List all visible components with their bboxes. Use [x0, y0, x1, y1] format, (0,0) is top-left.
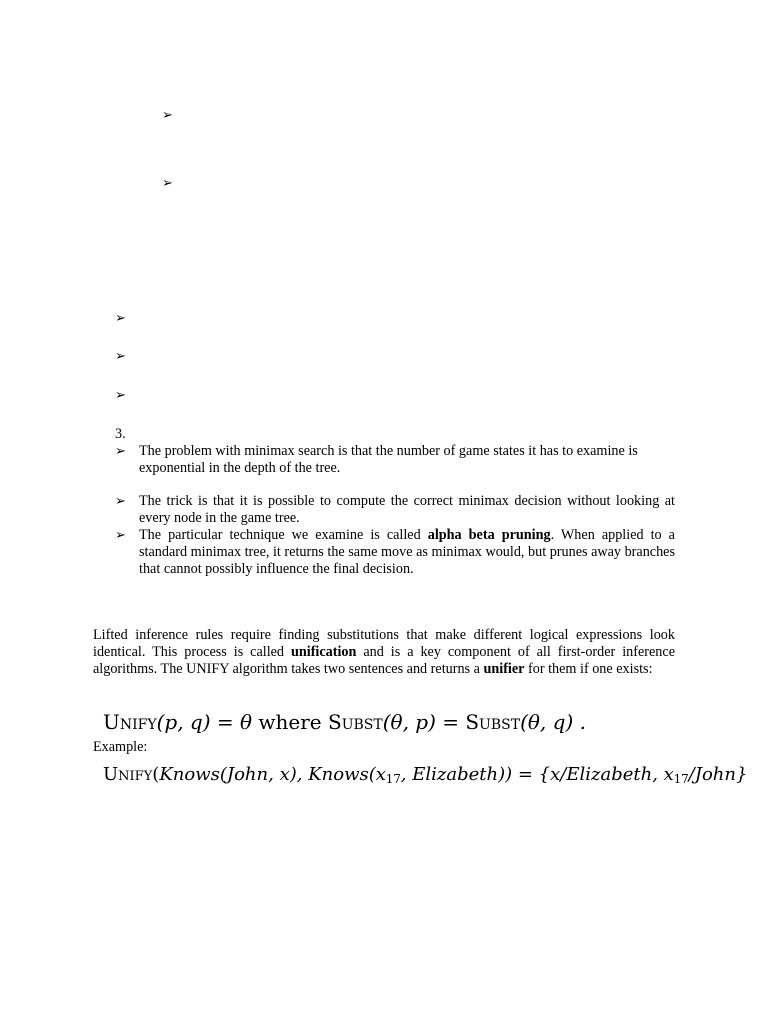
list-item — [115, 527, 675, 578]
body-paragraph — [93, 627, 675, 678]
subscript: 17 — [673, 771, 689, 786]
formula-text: ( — [152, 764, 160, 785]
subscript: 17 — [385, 771, 401, 786]
bullet-arrow-icon: ➢ — [162, 176, 173, 191]
function-name: Unify — [103, 710, 157, 734]
function-name: Knows — [308, 764, 369, 785]
list-item-text: The problem with minimax search is that the number of game states it has to examine is exponential in the depth of the tree. — [139, 443, 638, 476]
function-name: Subst — [465, 710, 521, 734]
bullet-arrow-icon: ➢ — [115, 494, 126, 509]
bullet-arrow-icon: ➢ — [115, 349, 126, 364]
list-item-text — [139, 527, 675, 578]
list-item — [115, 443, 675, 477]
list-item-text-plain: . When applied to a standard minimax tree, it returns the same move as minimax would, but prunes away branches that cannot possibly influence the final decision. — [139, 527, 675, 577]
bullet-arrow-icon: ➢ — [115, 388, 126, 403]
bullet-arrow-icon: ➢ — [115, 311, 126, 326]
paragraph-text: for them if one exists: — [524, 661, 653, 677]
unify-definition-formula — [103, 709, 586, 735]
list-item-text: The trick is that it is possible to compute the correct minimax decision without looking at every node in the game tree. — [139, 493, 675, 526]
bullet-arrow-icon: ➢ — [115, 528, 126, 543]
paragraph-text: Lifted inference rules require finding substitutions that make different logical expressions look identical. This process is called — [93, 627, 675, 660]
bold-term: alpha beta pruning — [427, 527, 551, 543]
formula-text: (θ, p) = — [382, 710, 466, 734]
formula-text: (p, q) = θ — [156, 710, 253, 734]
function-name: Subst — [328, 710, 383, 734]
formula-text: (x — [368, 764, 386, 785]
formula-text: (John, x), — [219, 764, 309, 785]
paragraph-text: and is a key component of all first-order inference algorithms. The UNIFY algorithm takes two sentences and returns a — [93, 644, 675, 677]
section-number: 3. — [115, 426, 126, 442]
formula-text: where — [252, 710, 328, 734]
bullet-arrow-icon: ➢ — [162, 108, 173, 123]
list-item-text-plain: The particular technique we examine is called — [139, 527, 428, 543]
function-name: Unify — [103, 764, 153, 785]
formula-text: (θ, q) . — [520, 710, 586, 734]
bullet-arrow-icon: ➢ — [115, 444, 126, 459]
unify-example-formula — [103, 763, 747, 787]
formula-text: , Elizabeth)) = {x/Elizabeth, x — [400, 764, 674, 785]
function-name: Knows — [159, 764, 220, 785]
list-item — [115, 493, 675, 527]
example-label: Example: — [93, 739, 148, 755]
bold-term: unifier — [483, 661, 525, 677]
bold-term: unification — [290, 644, 357, 660]
formula-text: /John} — [688, 764, 748, 785]
